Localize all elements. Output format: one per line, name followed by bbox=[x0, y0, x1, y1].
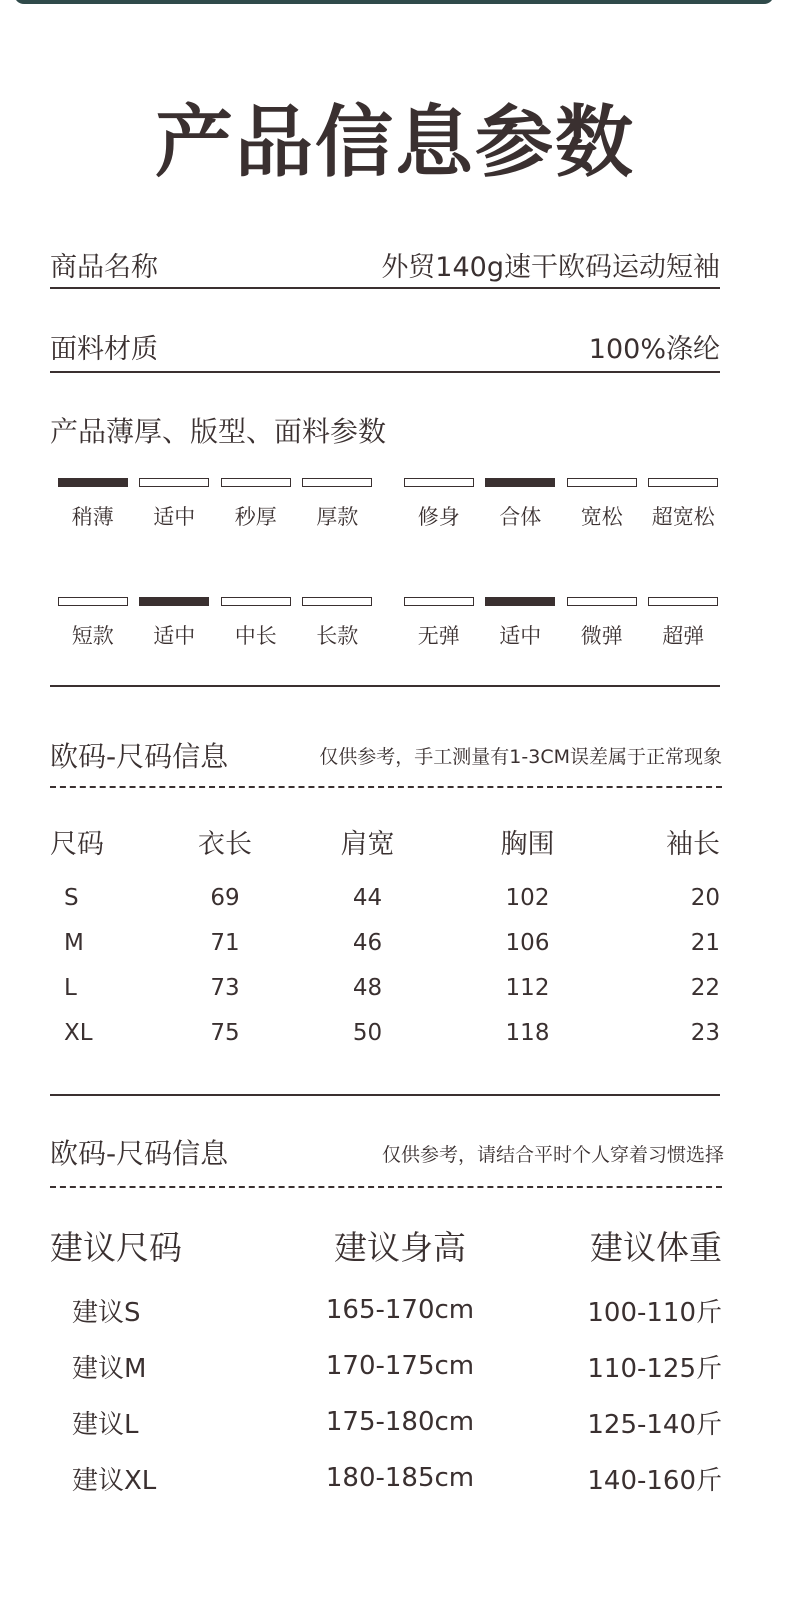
scale-option bbox=[297, 597, 379, 650]
scale-bar-selected bbox=[485, 478, 555, 487]
scale-bar bbox=[139, 478, 209, 487]
table-cell: M bbox=[64, 929, 84, 956]
size-table-body bbox=[50, 875, 720, 1055]
size-table bbox=[50, 822, 720, 1055]
thickness-scale bbox=[52, 478, 378, 531]
table-cell: XL bbox=[64, 1019, 93, 1046]
scale-option bbox=[480, 597, 562, 650]
table-row bbox=[50, 1394, 722, 1450]
scale-bar-selected bbox=[485, 597, 555, 606]
elasticity-scale bbox=[398, 597, 724, 650]
table-row bbox=[50, 1338, 722, 1394]
info-value: 外贸140g速干欧码运动短袖 bbox=[381, 252, 720, 283]
table-row bbox=[50, 875, 720, 920]
scale-bar bbox=[302, 597, 372, 606]
table-cell: 175-180cm bbox=[325, 1407, 475, 1437]
table-cell: 22 bbox=[690, 974, 720, 1001]
scale-bar bbox=[567, 478, 637, 487]
size-table-header bbox=[50, 822, 720, 861]
fit-scale bbox=[398, 478, 724, 531]
info-label: 面料材质 bbox=[50, 334, 158, 365]
table-cell: 50 bbox=[352, 1019, 383, 1046]
params-heading: 产品薄厚、版型、面料参数 bbox=[50, 415, 387, 448]
table-cell: 100-110斤 bbox=[587, 1297, 722, 1328]
scale-bar bbox=[302, 478, 372, 487]
size-section-heading: 欧码-尺码信息 bbox=[50, 740, 229, 773]
scale-option bbox=[134, 478, 216, 531]
divider bbox=[50, 371, 720, 373]
header-rec-height: 建议身高 bbox=[334, 1227, 466, 1267]
header-rec-weight: 建议体重 bbox=[590, 1227, 722, 1267]
recommend-section-heading: 欧码-尺码信息 bbox=[50, 1137, 229, 1170]
scale-option bbox=[134, 597, 216, 650]
header-shoulder: 肩宽 bbox=[340, 829, 395, 860]
table-cell: 20 bbox=[690, 884, 720, 911]
table-row bbox=[50, 920, 720, 965]
scale-label: 厚款 bbox=[316, 505, 359, 529]
table-cell: 165-170cm bbox=[325, 1295, 475, 1325]
top-decor-bar bbox=[14, 0, 774, 4]
info-row-product-name bbox=[50, 245, 720, 284]
table-cell: 69 bbox=[210, 884, 240, 911]
table-cell: 建议M bbox=[72, 1353, 147, 1384]
scale-option bbox=[643, 597, 725, 650]
scale-bar bbox=[404, 597, 474, 606]
scale-option bbox=[561, 597, 643, 650]
table-cell: 23 bbox=[690, 1019, 720, 1046]
table-cell: 140-160斤 bbox=[587, 1465, 722, 1496]
scale-bar bbox=[58, 597, 128, 606]
divider bbox=[50, 685, 720, 687]
scale-option bbox=[52, 478, 134, 531]
divider bbox=[50, 1094, 720, 1096]
table-cell: 44 bbox=[352, 884, 383, 911]
size-section-note: 仅供参考，手工测量有1-3CM误差属于正常现象 bbox=[319, 746, 722, 768]
scale-option bbox=[215, 478, 297, 531]
table-row bbox=[50, 1450, 722, 1506]
header-size: 尺码 bbox=[50, 829, 104, 860]
scale-label: 超宽松 bbox=[651, 505, 715, 529]
recommend-section-note: 仅供参考，请结合平时个人穿着习惯选择 bbox=[381, 1144, 724, 1166]
scale-label: 宽松 bbox=[580, 505, 623, 529]
table-row bbox=[50, 965, 720, 1010]
table-cell: 71 bbox=[210, 929, 240, 956]
dashed-divider bbox=[50, 1186, 722, 1188]
scale-bar bbox=[404, 478, 474, 487]
table-cell: 21 bbox=[690, 929, 720, 956]
table-cell: 48 bbox=[352, 974, 383, 1001]
table-cell: 180-185cm bbox=[325, 1463, 475, 1493]
scale-label: 修身 bbox=[417, 505, 460, 529]
table-row bbox=[50, 1010, 720, 1055]
scale-bar bbox=[221, 597, 291, 606]
scale-option bbox=[398, 478, 480, 531]
recommend-table-body bbox=[50, 1282, 722, 1506]
table-cell: 建议S bbox=[72, 1297, 141, 1328]
scale-label: 短款 bbox=[71, 624, 114, 648]
scale-label: 适中 bbox=[153, 505, 196, 529]
table-cell: 建议L bbox=[72, 1409, 139, 1440]
scale-label: 秒厚 bbox=[234, 505, 277, 529]
scale-option bbox=[52, 597, 134, 650]
table-cell: 106 bbox=[505, 929, 550, 956]
scale-option bbox=[215, 597, 297, 650]
header-rec-size: 建议尺码 bbox=[50, 1227, 182, 1267]
scale-option bbox=[561, 478, 643, 531]
recommend-table bbox=[50, 1220, 722, 1506]
table-cell: 46 bbox=[352, 929, 383, 956]
scale-label: 适中 bbox=[153, 624, 196, 648]
table-cell: 110-125斤 bbox=[587, 1353, 722, 1384]
page-title: 产品信息参数 bbox=[154, 98, 635, 188]
scale-bar bbox=[648, 478, 718, 487]
scale-label: 稍薄 bbox=[71, 505, 114, 529]
table-cell: S bbox=[64, 884, 79, 911]
scale-bar bbox=[221, 478, 291, 487]
table-cell: 73 bbox=[210, 974, 240, 1001]
scale-bar-selected bbox=[139, 597, 209, 606]
scale-label: 合体 bbox=[499, 505, 542, 529]
scale-option bbox=[643, 478, 725, 531]
header-chest: 胸围 bbox=[500, 829, 555, 860]
table-cell: 建议XL bbox=[72, 1465, 157, 1496]
info-label: 商品名称 bbox=[50, 252, 158, 283]
scale-label: 适中 bbox=[499, 624, 542, 648]
dashed-divider bbox=[50, 786, 722, 788]
scale-label: 超弹 bbox=[662, 624, 705, 648]
recommend-table-header bbox=[50, 1220, 722, 1270]
scale-option bbox=[398, 597, 480, 650]
info-row-material bbox=[50, 327, 720, 366]
table-cell: 75 bbox=[210, 1019, 240, 1046]
scale-bar bbox=[648, 597, 718, 606]
table-cell: 118 bbox=[505, 1019, 550, 1046]
scale-bar bbox=[567, 597, 637, 606]
divider bbox=[50, 287, 720, 289]
scale-label: 中长 bbox=[234, 624, 277, 648]
scale-label: 长款 bbox=[316, 624, 359, 648]
table-cell: 125-140斤 bbox=[587, 1409, 722, 1440]
header-sleeve: 袖长 bbox=[666, 829, 720, 860]
length-scale bbox=[52, 597, 378, 650]
table-cell: 102 bbox=[505, 884, 550, 911]
header-length: 衣长 bbox=[198, 829, 252, 860]
info-value: 100%涤纶 bbox=[588, 334, 720, 365]
scale-label: 微弹 bbox=[580, 624, 623, 648]
table-cell: 170-175cm bbox=[325, 1351, 475, 1381]
table-cell: L bbox=[64, 974, 77, 1001]
scale-bar-selected bbox=[58, 478, 128, 487]
scale-option bbox=[480, 478, 562, 531]
scale-option bbox=[297, 478, 379, 531]
table-cell: 112 bbox=[505, 974, 550, 1001]
scale-label: 无弹 bbox=[417, 624, 460, 648]
table-row bbox=[50, 1282, 722, 1338]
